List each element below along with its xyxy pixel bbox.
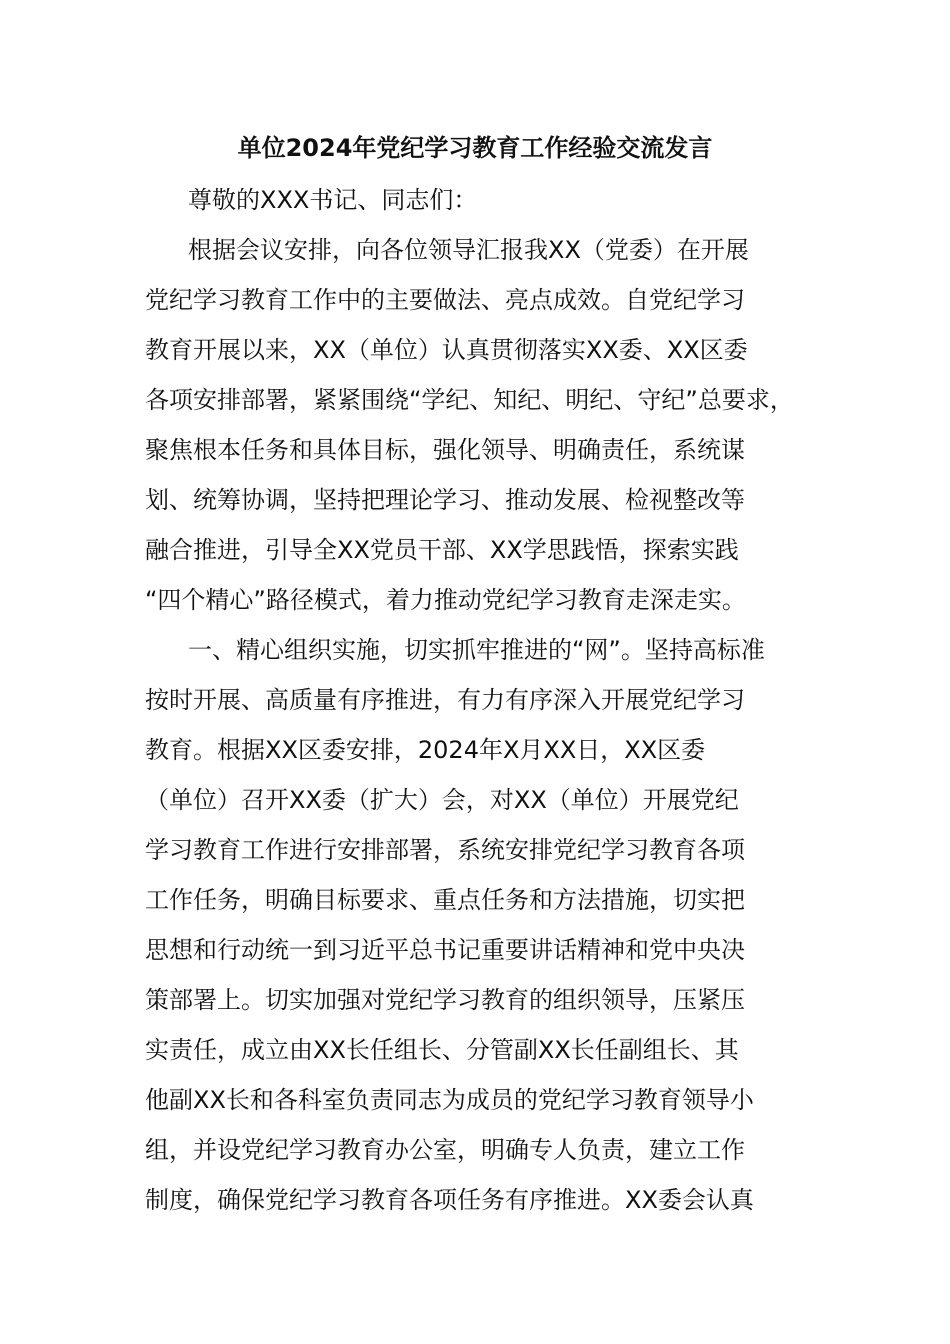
paragraph-line: 实责任，成立由XX长任组长、分管副XX长任副组长、其 (145, 1036, 739, 1064)
paragraph-line: 融合推进，引导全XX党员干部、XX学思践悟，探索实践 (145, 536, 739, 564)
paragraph-line: 学习教育工作进行安排部署，系统安排党纪学习教育各项 (145, 836, 745, 864)
paragraph-line: 教育开展以来，XX（单位）认真贯彻落实XX委、XX区委 (145, 336, 748, 364)
salutation-line: 尊敬的XXX书记、同志们： (188, 186, 478, 214)
paragraph-line: 工作任务，明确目标要求、重点任务和方法措施，切实把 (145, 886, 745, 914)
section-heading-line: 一、精心组织实施，切实抓牢推进的“网”。坚持高标准 (188, 636, 765, 664)
document-title: 单位2024年党纪学习教育工作经验交流发言 (237, 134, 713, 162)
paragraph-line: 制度，确保党纪学习教育各项任务有序推进。XX委会认真 (145, 1186, 754, 1214)
paragraph-line: 聚焦根本任务和具体目标，强化领导、明确责任，系统谋 (145, 436, 745, 464)
paragraph-line: 他副XX长和各科室负责同志为成员的党纪学习教育领导小 (145, 1086, 754, 1114)
paragraph-line: 思想和行动统一到习近平总书记重要讲话精神和党中央决 (145, 936, 745, 964)
paragraph-line: 策部署上。切实加强对党纪学习教育的组织领导，压紧压 (145, 986, 745, 1014)
paragraph-line: 按时开展、高质量有序推进，有力有序深入开展党纪学习 (145, 686, 745, 714)
paragraph-line: 党纪学习教育工作中的主要做法、亮点成效。自党纪学习 (145, 286, 745, 314)
paragraph-line: 根据会议安排，向各位领导汇报我XX（党委）在开展 (188, 236, 749, 264)
paragraph-line: 划、统筹协调，坚持把理论学习、推动发展、检视整改等 (145, 486, 745, 514)
paragraph-line: 教育。根据XX区委安排，2024年X月XX日，XX区委 (145, 736, 706, 764)
paragraph-line: “四个精心”路径模式，着力推动党纪学习教育走深走实。 (145, 586, 746, 614)
paragraph-line: （单位）召开XX委（扩大）会，对XX（单位）开展党纪 (145, 786, 739, 814)
paragraph-line: 各项安排部署，紧紧围绕“学纪、知纪、明纪、守纪”总要求， (145, 386, 794, 414)
paragraph-line: 组，并设党纪学习教育办公室，明确专人负责，建立工作 (145, 1136, 745, 1164)
